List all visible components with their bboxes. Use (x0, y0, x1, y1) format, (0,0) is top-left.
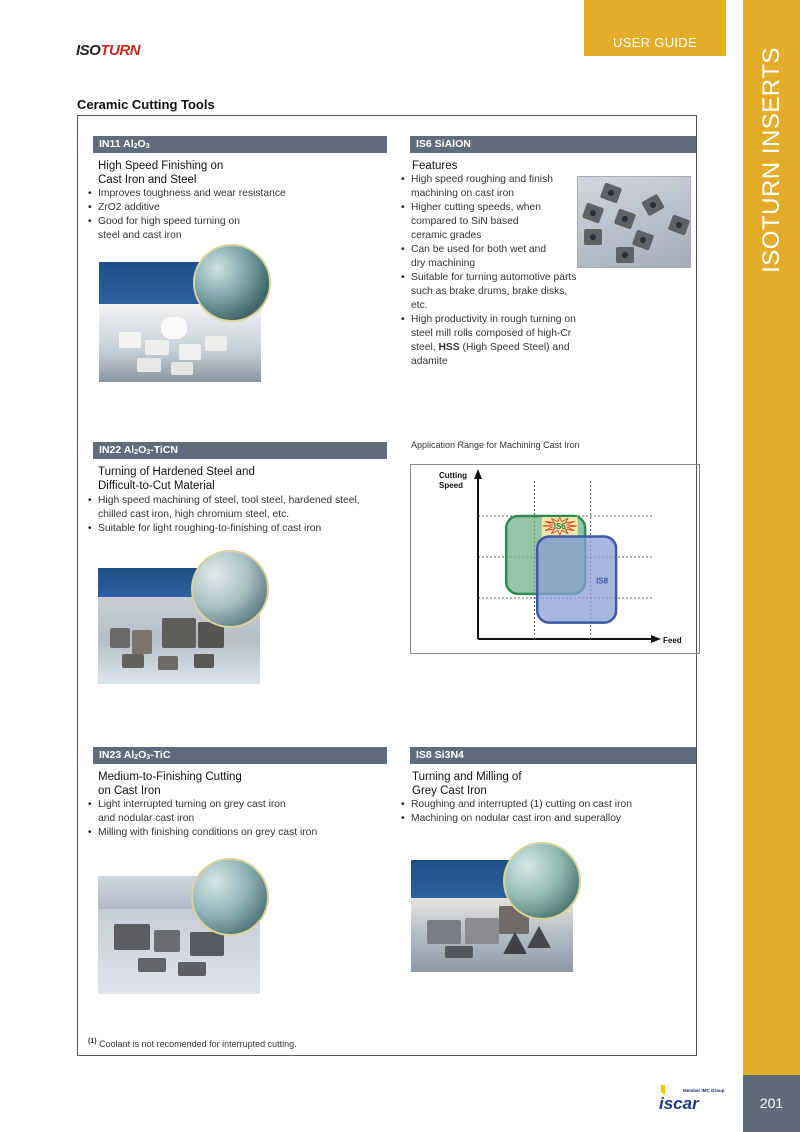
title-line: Grey Cast Iron (412, 785, 487, 797)
grade-title-is6 (412, 159, 457, 173)
bullet-list-is8 (401, 798, 691, 826)
grade-band-label: IN11 $Al_2O_3$ (99, 138, 150, 150)
title-line: on Cast Iron (98, 785, 161, 797)
application-range-chart (410, 464, 700, 654)
title-line: High Speed Finishing on (98, 160, 224, 172)
list-item: • Suitable for light roughing-to-finishing of cast iron (88, 522, 360, 536)
iscar-logo (655, 1083, 735, 1113)
list-item: • Milling with finishing conditions on grey cast iron (88, 826, 360, 840)
list-item: • Suitable for turning automotive parts such as brake drums, brake disks, etc. (401, 271, 579, 313)
side-strip (743, 0, 800, 1075)
bold-term: HSS (438, 342, 460, 353)
list-item: • Can be used for both wet and dry machining (401, 243, 551, 271)
chart-areas (506, 516, 616, 623)
title-line: Difficult-to-Cut Material (98, 480, 215, 492)
bullet-list-is6 (401, 173, 579, 369)
user-guide-label: USER GUIDE (613, 35, 697, 50)
series-label-is6: IS6 (553, 522, 566, 531)
page-number: 201 (759, 1095, 784, 1111)
footnote (88, 1038, 297, 1049)
grade-title-in23 (98, 770, 242, 798)
logo-iso: ISO (76, 42, 101, 59)
is6-product-photo (577, 176, 691, 268)
list-item: • Improves toughness and wear resistance (88, 187, 323, 201)
list-item: • ZrO2 additive (88, 201, 323, 215)
is8-microstructure-image (503, 842, 581, 920)
member-imc-text: Member IMC Group (683, 1088, 725, 1093)
title-line: Medium-to-Finishing Cutting (98, 771, 242, 783)
chart-svg (411, 465, 701, 655)
title-line: Features (412, 160, 458, 172)
grade-band-in11 (93, 136, 387, 153)
page-number-box (743, 1075, 800, 1132)
grade-band-is8 (410, 747, 696, 764)
iscar-wordmark: iscar (659, 1094, 699, 1113)
grade-title-in11 (98, 159, 223, 187)
bullet-list-in22 (88, 494, 360, 536)
grade-band-is6 (410, 136, 696, 153)
grade-band-in23 (93, 747, 387, 764)
list-item: • Higher cutting speeds, when compared to SiN based ceramic grades (401, 201, 541, 243)
in23-microstructure-image (191, 858, 269, 936)
footnote-marker: (1) (88, 1038, 97, 1045)
series-label-is8: IS8 (596, 576, 609, 586)
title-line: Cast Iron and Steel (98, 174, 197, 186)
list-item: • High speed roughing and finish machining on cast iron (401, 173, 579, 201)
x-axis-label: Feed (663, 636, 682, 645)
section-title: Ceramic Cutting Tools (77, 97, 215, 112)
list-item: • High speed machining of steel, tool steel, hardened steel, chilled cast iron, high chromium steel, etc. (88, 494, 360, 522)
y-axis-arrow-icon (474, 469, 482, 479)
user-guide-tab (584, 0, 726, 56)
grade-band-in22 (93, 442, 387, 459)
y-axis-label-line2: Speed (439, 481, 464, 490)
list-item: • High productivity in rough turning on steel mill rolls composed of high-Cr steel, HSS (High Speed Steel) and adamite (401, 313, 579, 369)
list-item: • Good for high speed turning on steel and cast iron (88, 215, 248, 243)
footnote-text: Coolant is not recomended for interrupted cutting. (99, 1039, 297, 1049)
grade-title-is8 (412, 770, 522, 798)
bullet-list-in23 (88, 798, 360, 840)
y-axis-label-line1: Cutting (439, 471, 467, 480)
grade-title-in22 (98, 465, 255, 493)
list-item: • Roughing and interrupted (1) cutting on cast iron (401, 798, 691, 812)
grade-band-label: IN23 $Al_2O_3$-TiC (99, 749, 171, 761)
list-item: • Machining on nodular cast iron and superalloy (401, 812, 691, 826)
in22-microstructure-image (191, 550, 269, 628)
title-line: Turning of Hardened Steel and (98, 466, 255, 478)
grade-band-label: IS6 SiAlON (416, 138, 471, 150)
side-title: ISOTURN INSERTS (757, 47, 785, 273)
isoturn-logo (76, 42, 140, 59)
x-axis-arrow-icon (651, 635, 661, 643)
bullet-list-in11 (88, 187, 323, 243)
list-item: • Light interrupted turning on grey cast iron and nodular cast iron (88, 798, 298, 826)
grade-band-label: IN22 $Al_2O_3$-TiCN (99, 444, 179, 456)
logo-turn: TURN (100, 42, 141, 59)
title-line: Turning and Milling of (412, 771, 522, 783)
grade-band-label: IS8 Si3N4 (416, 749, 464, 761)
chart-caption: Application Range for Machining Cast Iron (411, 440, 580, 450)
in11-microstructure-image (193, 244, 271, 322)
